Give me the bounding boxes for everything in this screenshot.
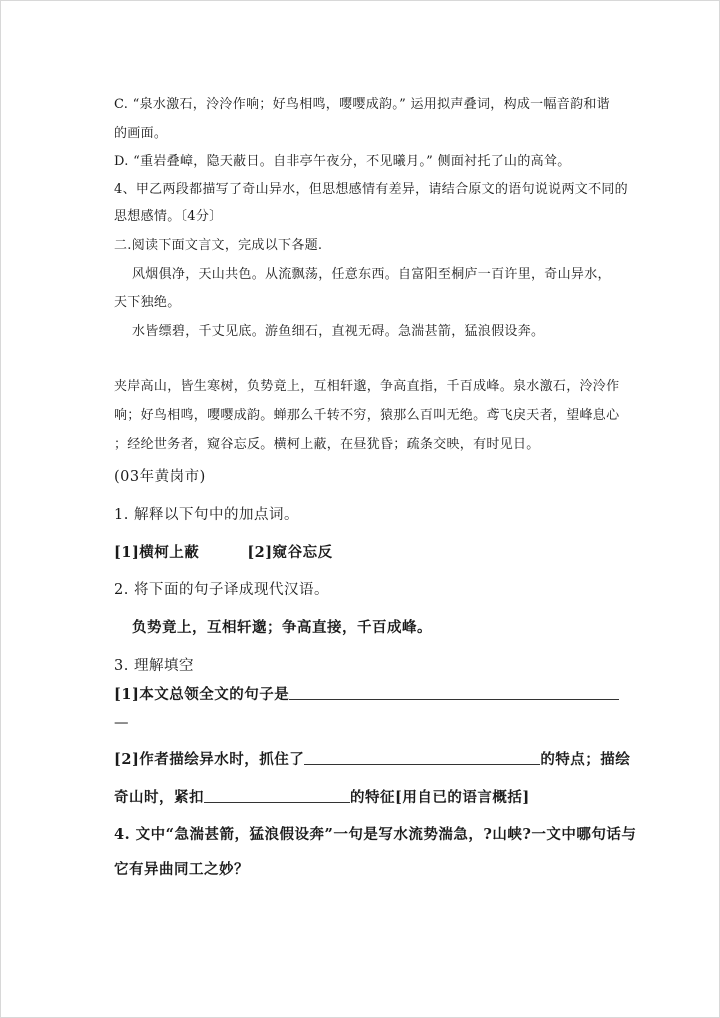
question-1: 1. 解释以下句中的加点词。 [114,507,299,523]
option-c-line-2: 的画面。 [114,126,168,141]
question-4-text-line-1: 4. 文中“急湍甚箭，猛浪假设奔”一句是写水流势湍急，?山峡?一文中哪句话与 [114,826,637,843]
passage-para-3-line-1: 夹岸高山，皆生寒树，负势竟上，互相轩邈，争高直指，千百成峰。泉水激石，泠泠作 [114,379,620,394]
answer-blank-3[interactable] [204,788,350,803]
passage-para-3-line-2: 响；好鸟相鸣，嘤嘤成韵。蝉那么千转不穷，猿那么百叫无绝。鸢飞戾天者，望峰息心 [114,408,620,423]
question-3-item-2b-suffix: 的特征[用自已的语言概括] [350,789,530,806]
question-2-sentence: 负势竟上，互相轩邈；争高直接，千百成峰。 [132,619,432,636]
answer-blank-1[interactable] [289,685,619,700]
question-4-text-line-2: 它有异曲同工之妙？ [114,861,249,878]
question-3-item-2-suffix: 的特点；描绘 [540,751,631,768]
question-1-item-1: [1]横柯上蔽 [114,544,200,561]
question-3: 3. 理解填空 [114,658,194,674]
passage-para-2: 水皆缥碧，千丈见底。游鱼细石，直视无碍。急湍甚箭，猛浪假设奔。 [132,324,545,339]
passage-para-1-line-2: 天下独绝。 [114,295,181,310]
question-3-item-2b [114,788,530,808]
question-2: 2. 将下面的句子译成现代汉语。 [114,582,329,598]
question-source: (03年黄岗市) [114,469,206,485]
question-3-item-1 [114,685,619,705]
option-d: D. “重岩叠嶂，隐天蔽日。自非亭午夜分，不见曦月。” 侧面衬托了山的高耸。 [114,154,571,169]
passage-para-3-line-3: ；经纶世务者，窥谷忘反。横柯上蔽，在昼犹昏；疏条交映，有时见日。 [114,437,540,452]
section-heading: 二.阅读下面文言文，完成以下各题. [114,238,323,253]
question-3-item-1-text: [1]本文总领全文的句子是 [114,686,290,703]
question-1-items [114,543,333,563]
question-3-item-2-text: [2]作者描绘异水时，抓住了 [114,751,305,768]
answer-blank-2[interactable] [304,750,540,765]
question-4-line-1: 4、甲乙两段都描写了奇山异水，但思想感情有差异，请结合原文的语句说说两文不同的 [114,182,628,197]
option-c-line-1: C. “泉水激石，泠泠作响；好鸟相鸣，嘤嘤成韵。” 运用拟声叠词，构成一幅音韵和谐 [114,97,610,112]
question-4-line-2: 思想感情。〔4分〕 [114,209,223,224]
question-3-item-1-tail: — [114,715,129,731]
question-3-item-2 [114,750,630,770]
question-1-item-2: [2]窥谷忘反 [247,544,333,561]
question-3-item-2b-text: 奇山时，紧扣 [114,789,204,806]
passage-para-1-line-1: 风烟俱净，天山共色。从流飘荡，任意东西。自富阳至桐庐一百许里，奇山异水， [132,267,611,282]
